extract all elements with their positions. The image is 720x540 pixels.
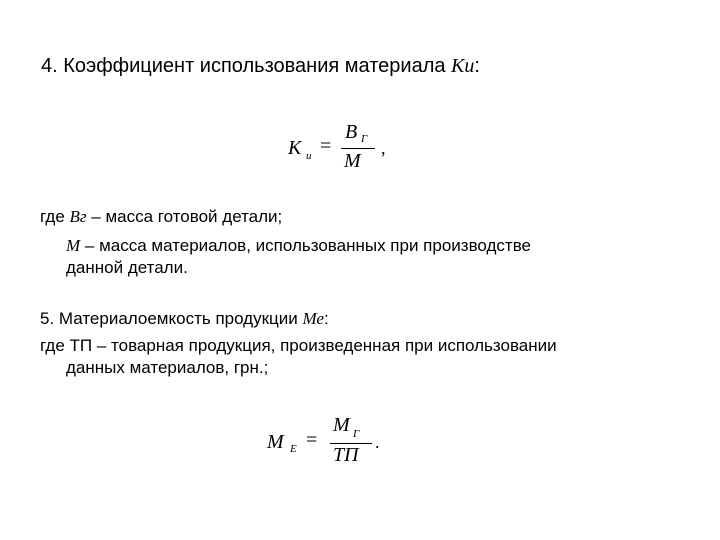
formula1-numerator-sub: Г	[361, 133, 368, 145]
where2-symbol: М	[66, 236, 81, 255]
formula1-comma: ,	[381, 138, 386, 158]
where1-symbol: Вг	[69, 207, 87, 226]
formula2-numerator: М	[333, 414, 350, 436]
formula1-lhs-sub: и	[306, 150, 312, 162]
formula2-numerator-sub: Г	[353, 428, 360, 440]
where1-prefix: где	[40, 207, 70, 226]
definition-finished-part-mass	[40, 207, 282, 227]
formula2-equals: =	[306, 429, 318, 451]
formula1-equals: =	[320, 135, 332, 157]
heading-text: 4. Коэффициент использования материала	[41, 55, 452, 77]
section5-colon: :	[323, 309, 329, 328]
formula1-lhs: К	[288, 137, 302, 159]
definition-material-mass	[66, 236, 531, 256]
formula2-lhs: М	[267, 431, 284, 453]
where2-text: – масса материалов, использованных при производстве	[80, 236, 531, 255]
formula1-numerator: В	[345, 121, 358, 143]
heading-symbol: Ки	[451, 55, 475, 77]
section5-symbol: Ме	[302, 309, 324, 328]
formula2-denominator: ТП	[333, 444, 359, 466]
heading-material-usage-coefficient	[41, 55, 480, 78]
definition-commodity-output: где ТП – товарная продукция, произведенная при использовании	[40, 336, 557, 355]
formula2-period: .	[375, 432, 380, 452]
where1-text: – масса готовой детали;	[86, 207, 283, 226]
heading-material-intensity	[40, 309, 329, 329]
heading-colon: :	[474, 55, 480, 77]
definition-material-mass-cont: данной детали.	[66, 258, 188, 277]
formula1-denominator: М	[344, 150, 361, 172]
formula2-lhs-sub: Е	[290, 443, 297, 455]
section5-text: 5. Материалоемкость продукции	[40, 309, 303, 328]
definition-commodity-output-cont: данных материалов, грн.;	[66, 358, 269, 377]
